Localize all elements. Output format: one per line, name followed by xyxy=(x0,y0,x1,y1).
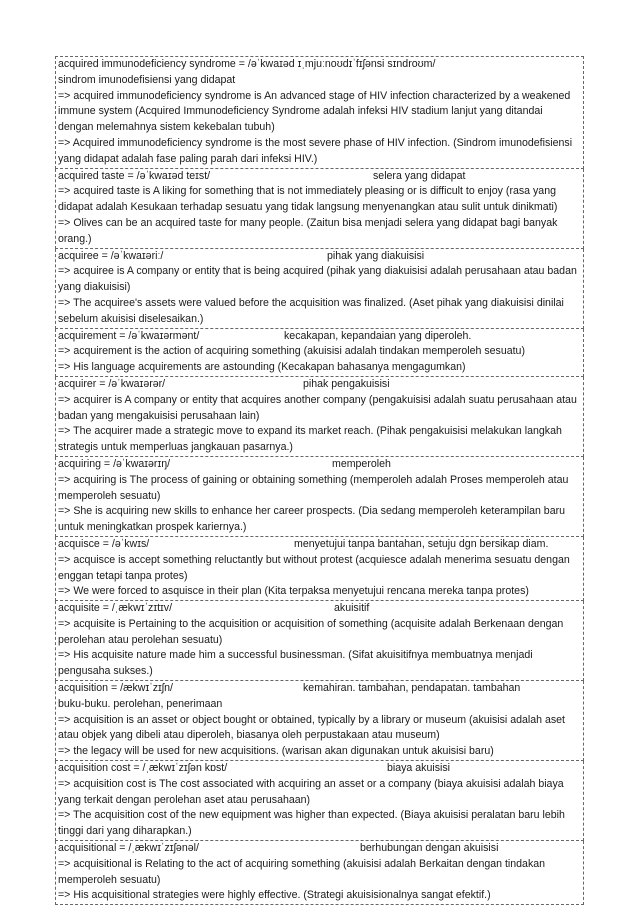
entry-definition: => acquirement is the action of acquiring something (akuisisi adalah tindakan memperoleh sesuatu) xyxy=(58,345,525,358)
entry-definition: => acquisition is an asset or object bought or obtained, typically by a library or museum (akuisisi adalah aset atau objek yang dibeli atau diperoleh, biasanya oleh perpustakaan atau museum) xyxy=(58,713,566,742)
entry-definition: => acquiree is A company or entity that is being acquired (pihak yang diakuisisi adalah perusahaan atau badan yang diakuisisi) xyxy=(58,265,577,294)
entry-example: => She is acquiring new skills to enhance her career prospects. (Dia sedang memperoleh keterampilan baru untuk meningkatkan prospek kariernya.) xyxy=(58,505,566,534)
entry-acquired-immunodeficiency-syndrome xyxy=(55,56,584,169)
entry-definition: => acquisite is Pertaining to the acquisition or acquisition of something (acquisite adalah Berkenaan dengan perolehan atau perolehan sesuatu) xyxy=(58,617,564,646)
entry-head-row xyxy=(58,329,580,345)
entry-headword: acquisce = /əˈkwɪs/ xyxy=(58,537,150,550)
entry-example: => The acquisition cost of the new equipment was higher than expected. (Biaya akuisisi peralatan baru lebih tinggi dari yang diharapkan.) xyxy=(58,809,565,838)
entry-head-row xyxy=(58,249,580,265)
entry-headword: acquired taste = /əˈkwaɪəd teɪst/ xyxy=(58,169,211,182)
entry-acquiree xyxy=(55,249,584,329)
entry-example: => His language acquirements are astounding (Kecakapan bahasanya mengagumkan) xyxy=(58,361,466,374)
entry-headword: acquisition cost = /ˌækwɪˈzɪʃən kɒst/ xyxy=(58,762,228,775)
entry-head-row xyxy=(58,537,580,553)
entry-acquired-taste xyxy=(55,169,584,249)
entry-head-row xyxy=(58,601,580,617)
entry-definition: => acquired taste is A liking for something that is not immediately pleasing or is difficult to enjoy (rasa yang didapat adalah Kesukaan terhadap sesuatu yang tidak langsung menyenangkan atau sulit untuk dinikmati) xyxy=(58,185,558,214)
entry-example: => Olives can be an acquired taste for many people. (Zaitun bisa menjadi selera yang didapat bagi banyak orang.) xyxy=(58,216,558,245)
entry-meaning: sindrom imunodefisiensi yang didapat xyxy=(58,73,236,86)
entry-example: => His acquisite nature made him a successful businessman. (Sifat akuisitifnya membuatnya menjadi pengusaha sukses.) xyxy=(58,649,533,678)
entry-acquirement xyxy=(55,329,584,377)
entry-meaning: akuisitif xyxy=(334,602,370,615)
entry-meaning: berhubungan dengan akuisisi xyxy=(360,842,499,855)
entry-acquisitional xyxy=(55,841,584,905)
entry-head-row xyxy=(58,841,580,857)
entry-definition: => acquired immunodeficiency syndrome is An advanced stage of HIV infection characterized by a weakened immune system (Acquired Immunodeficiency Syndrome adalah infeksi HIV stadium lanjut yang ditandai dengan melemahnya sistem kekebalan tubuh) xyxy=(58,89,571,134)
entry-definition: => acquisce is accept something reluctantly but without protest (acquiesce adalah menerima sesuatu dengan enggan tetapi tanpa protes) xyxy=(58,553,570,582)
entry-meaning: memperoleh xyxy=(332,457,391,470)
entry-meaning: selera yang didapat xyxy=(373,169,466,182)
entry-meaning: pihak pengakuisisi xyxy=(303,377,390,390)
entry-headword: acquirement = /əˈkwaɪərmənt/ xyxy=(58,329,200,342)
entry-example: => His acquisitional strategies were highly effective. (Strategi akuisisionalnya sangat efektif.) xyxy=(58,889,491,902)
entry-head-row xyxy=(58,681,580,697)
entry-headword: acquiree = /əˈkwaɪəriː/ xyxy=(58,249,164,262)
entry-example: => The acquiree's assets were valued before the acquisition was finalized. (Aset pihak yang diakuisisi dinilai sebelum akuisisi diselesaikan.) xyxy=(58,296,564,325)
entry-meaning-continued: buku-buku. perolehan, penerimaan xyxy=(58,697,223,710)
entry-example: => Acquired immunodeficiency syndrome is the most severe phase of HIV infection. (Sindrom imunodefisiensi yang didapat adalah fase paling parah dari infeksi HIV.) xyxy=(58,136,573,165)
entry-definition: => acquisition cost is The cost associated with acquiring an asset or a company (biaya akuisisi adalah biaya yang terkait dengan perolehan aset atau perusahaan) xyxy=(58,777,564,806)
entry-example: => the legacy will be used for new acquisitions. (warisan akan digunakan untuk akuisisi baru) xyxy=(58,745,494,758)
entry-acquisce xyxy=(55,537,584,601)
entry-meaning: kemahiran. tambahan, pendapatan. tambahan xyxy=(303,682,521,695)
entry-head-row xyxy=(58,169,580,185)
entry-headword: acquirer = /əˈkwaɪərər/ xyxy=(58,377,166,390)
entry-example: => The acquirer made a strategic move to expand its market reach. (Pihak pengakuisisi melakukan langkah strategis untuk memperluas jangkauan pasarnya.) xyxy=(58,425,562,454)
entry-acquisite xyxy=(55,601,584,681)
entry-acquiring xyxy=(55,457,584,537)
entry-headword: acquisition = /ækwɪˈzɪʃn/ xyxy=(58,682,173,695)
document-body xyxy=(55,56,584,905)
entry-meaning: biaya akuisisi xyxy=(387,762,451,775)
entry-example: => We were forced to asquisce in their plan (Kita terpaksa menyetujui rencana mereka tanpa protes) xyxy=(58,585,529,598)
entry-acquisition-cost xyxy=(55,761,584,841)
entry-definition: => acquisitional is Relating to the act of acquiring something (akuisisi adalah Berkaitan dengan tindakan memperoleh sesuatu) xyxy=(58,857,546,886)
entry-meaning: menyetujui tanpa bantahan, setuju dgn bersikap diam. xyxy=(294,537,549,550)
entry-acquirer xyxy=(55,377,584,457)
entry-definition: => acquirer is A company or entity that acquires another company (pengakuisisi adalah suatu perusahaan atau badan yang mengakuisisi perusahaan lain) xyxy=(58,393,577,422)
entry-headword: acquisitional = /ˌækwɪˈzɪʃənəl/ xyxy=(58,842,199,855)
entry-acquisition xyxy=(55,681,584,761)
entry-head-row xyxy=(58,457,580,473)
entry-headword: acquiring = /əˈkwaɪərɪŋ/ xyxy=(58,457,171,470)
entry-head-row xyxy=(58,761,580,777)
entry-headword: acquisite = /ˌækwɪˈzɪtɪv/ xyxy=(58,602,173,615)
entry-meaning: pihak yang diakuisisi xyxy=(327,249,425,262)
entry-definition: => acquiring is The process of gaining or obtaining something (memperoleh adalah Proses memperoleh atau memperoleh sesuatu) xyxy=(58,473,569,502)
entry-head-row xyxy=(58,377,580,393)
entry-headword: acquired immunodeficiency syndrome = /əˈkwaɪəd ɪˌmjuːnoʊdɪˈfɪʃənsi sɪndroʊm/ xyxy=(58,58,436,70)
entry-meaning: kecakapan, kepandaian yang diperoleh. xyxy=(284,329,472,342)
